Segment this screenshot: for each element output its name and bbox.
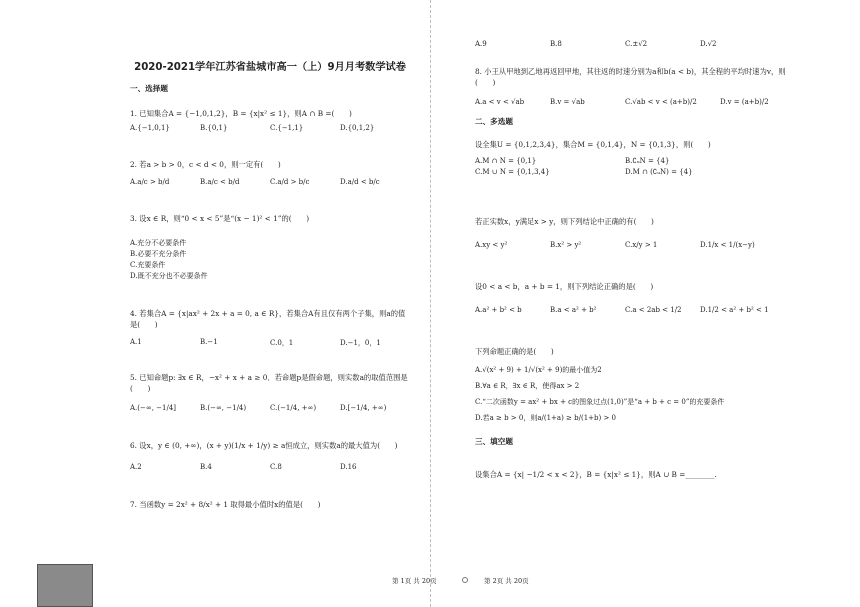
option-d: D.v = (a+b)/2 bbox=[720, 98, 769, 106]
option-b: B.{0,1} bbox=[200, 124, 228, 132]
option-c: C.x/y > 1 bbox=[625, 241, 658, 249]
question-text: 设集合A = {x| −1/2 < x < 2}，B = {x|x² ≤ 1}，则A ∪ B =________. bbox=[475, 470, 717, 479]
options bbox=[475, 98, 805, 106]
question-6 bbox=[130, 440, 410, 471]
option-b: B.−1 bbox=[200, 338, 218, 346]
options bbox=[130, 338, 410, 348]
option-b: B.(−∞, −1/4) bbox=[200, 404, 247, 412]
option-a: A.充分不必要条件 bbox=[130, 239, 187, 247]
question-4 bbox=[130, 308, 410, 348]
option-b: B.x² > y² bbox=[550, 241, 582, 249]
options bbox=[475, 241, 846, 249]
question-text: 7. 当函数y = 2x² + 8/x² + 1 取得最小值时x的值是( ) bbox=[130, 500, 321, 509]
question-12 bbox=[475, 346, 815, 424]
option-a: A.a/c > b/d bbox=[130, 178, 170, 186]
option-a: A.1 bbox=[130, 338, 142, 346]
option-d: D.a/d < b/c bbox=[340, 178, 380, 186]
option-d: D.{0,1,2} bbox=[340, 124, 375, 132]
question-text: 8. 小王从甲地到乙地再返回甲地，其往返的时速分别为a和b(a < b)，其全程的平均时速为v，则( ) bbox=[475, 67, 786, 87]
option-c: C.(−1/4, +∞) bbox=[270, 404, 317, 412]
question-5 bbox=[130, 372, 410, 412]
right-page bbox=[430, 0, 846, 607]
question-text: 1. 已知集合A = {−1,0,1,2}，B = {x|x² ≤ 1}，则A ∩ B =( ) bbox=[130, 109, 352, 118]
option-b: B.∀a ∈ R，∃x ∈ R，使得ax > 2 bbox=[475, 382, 580, 390]
option-c: C.“二次函数y = ax² + bx + c的图象过点(1,0)”是“a + b + c = 0”的充要条件 bbox=[475, 398, 725, 406]
option-a: A.a² + b² < b bbox=[475, 306, 522, 314]
question-1 bbox=[130, 108, 410, 132]
section-choice: 一、选择题 bbox=[130, 84, 168, 93]
option-b: B.a/c < b/d bbox=[200, 178, 240, 186]
option-a: A.(−∞, −1/4] bbox=[130, 404, 177, 412]
option-a: A.a < v < √ab bbox=[475, 98, 525, 106]
option-d: D.1/2 < a² + b² < 1 bbox=[700, 306, 769, 314]
option-c: C.8 bbox=[270, 463, 282, 471]
question-3 bbox=[130, 213, 410, 282]
question-13 bbox=[475, 469, 846, 480]
option-d: D.16 bbox=[340, 463, 357, 471]
question-text: 若正实数x，y满足x > y，则下列结论中正确的有( ) bbox=[475, 217, 654, 226]
options bbox=[475, 156, 846, 178]
thumbnail-placeholder bbox=[37, 564, 93, 607]
question-2 bbox=[130, 159, 410, 186]
question-7 bbox=[130, 499, 410, 510]
option-c: C.a < 2ab < 1/2 bbox=[625, 306, 682, 314]
option-b: B.8 bbox=[550, 40, 562, 48]
section-multi-choice: 二、多选题 bbox=[475, 117, 513, 126]
option-a: A.√(x² + 9) + 1/√(x² + 9)的最小值为2 bbox=[475, 366, 602, 374]
right-page-number: 第 2页 共 20页 bbox=[484, 577, 529, 585]
question-9 bbox=[475, 139, 846, 178]
option-b: B.∁ᵤN = {4} bbox=[625, 157, 670, 165]
question-8 bbox=[475, 66, 805, 106]
question-11 bbox=[475, 281, 846, 314]
options bbox=[130, 404, 410, 412]
option-c: C.±√2 bbox=[625, 40, 648, 48]
option-c: C.充要条件 bbox=[130, 261, 166, 269]
section-fill-in: 三、填空题 bbox=[475, 437, 513, 446]
option-c: C.{−1,1} bbox=[270, 124, 304, 132]
option-d: D.√2 bbox=[700, 40, 717, 48]
options bbox=[475, 306, 846, 314]
options bbox=[130, 124, 410, 132]
option-d: D.既不充分也不必要条件 bbox=[130, 272, 208, 280]
option-b: B.4 bbox=[200, 463, 212, 471]
question-text: 6. 设x，y ∈ (0, +∞)，(x + y)(1/x + 1/y) ≥ a恒成立，则实数a的最大值为( ) bbox=[130, 441, 398, 450]
option-c: C.√ab < v < (a+b)/2 bbox=[625, 98, 697, 106]
question-10 bbox=[475, 216, 846, 249]
question-text: 5. 已知命题p: ∃x ∈ R，−x² + x + a ≥ 0．若命题p是假命题，则实数a的取值范围是( ) bbox=[130, 373, 408, 393]
option-b: B.必要不充分条件 bbox=[130, 250, 187, 258]
options bbox=[130, 463, 410, 471]
question-text: 设0 < a < b，a + b = 1，则下列结论正确的是( ) bbox=[475, 282, 654, 291]
option-b: B.a < a² + b² bbox=[550, 306, 597, 314]
question-7-options bbox=[475, 40, 846, 48]
option-b: B.v = √ab bbox=[550, 98, 585, 106]
options bbox=[475, 365, 815, 424]
option-a: A.9 bbox=[475, 40, 487, 48]
option-d: D.−1，0，1 bbox=[340, 339, 381, 347]
option-d: D.1/x < 1/(x−y) bbox=[700, 241, 755, 249]
option-a: A.{−1,0,1} bbox=[130, 124, 170, 132]
question-text: 下列命题正确的是( ) bbox=[475, 347, 554, 356]
option-d: D.若a ≥ b > 0，则a/(1+a) ≥ b/(1+b) > 0 bbox=[475, 414, 616, 422]
option-a: A.M ∩ N = {0,1} bbox=[475, 157, 537, 165]
options bbox=[130, 178, 410, 186]
left-page-number: 第 1页 共 20页 bbox=[392, 577, 437, 585]
option-a: A.xy < y² bbox=[475, 241, 508, 249]
option-d: D.M ∩ (∁ᵤN) = {4} bbox=[625, 168, 693, 176]
exam-title: 2020-2021学年江苏省盐城市高一（上）9月月考数学试卷 bbox=[134, 62, 406, 73]
option-d: D.[−1/4, +∞) bbox=[340, 404, 387, 412]
question-text: 2. 若a > b > 0，c < d < 0，则一定有( ) bbox=[130, 160, 281, 169]
option-c: C.0，1 bbox=[270, 339, 294, 347]
question-text: 4. 若集合A = {x|ax² + 2x + a = 0, a ∈ R}，若集合A有且仅有两个子集，则a的值是( ) bbox=[130, 309, 406, 329]
option-c: C.M ∪ N = {0,1,3,4} bbox=[475, 168, 550, 176]
option-a: A.2 bbox=[130, 463, 142, 471]
question-text: 设全集U = {0,1,2,3,4}，集合M = {0,1,4}，N = {0,1,3}，则( ) bbox=[475, 140, 711, 149]
question-text: 3. 设x ∈ R，则“0 < x < 5”是“(x − 1)² < 1”的( ) bbox=[130, 214, 310, 223]
options bbox=[130, 238, 410, 282]
option-c: C.a/d > b/c bbox=[270, 178, 310, 186]
